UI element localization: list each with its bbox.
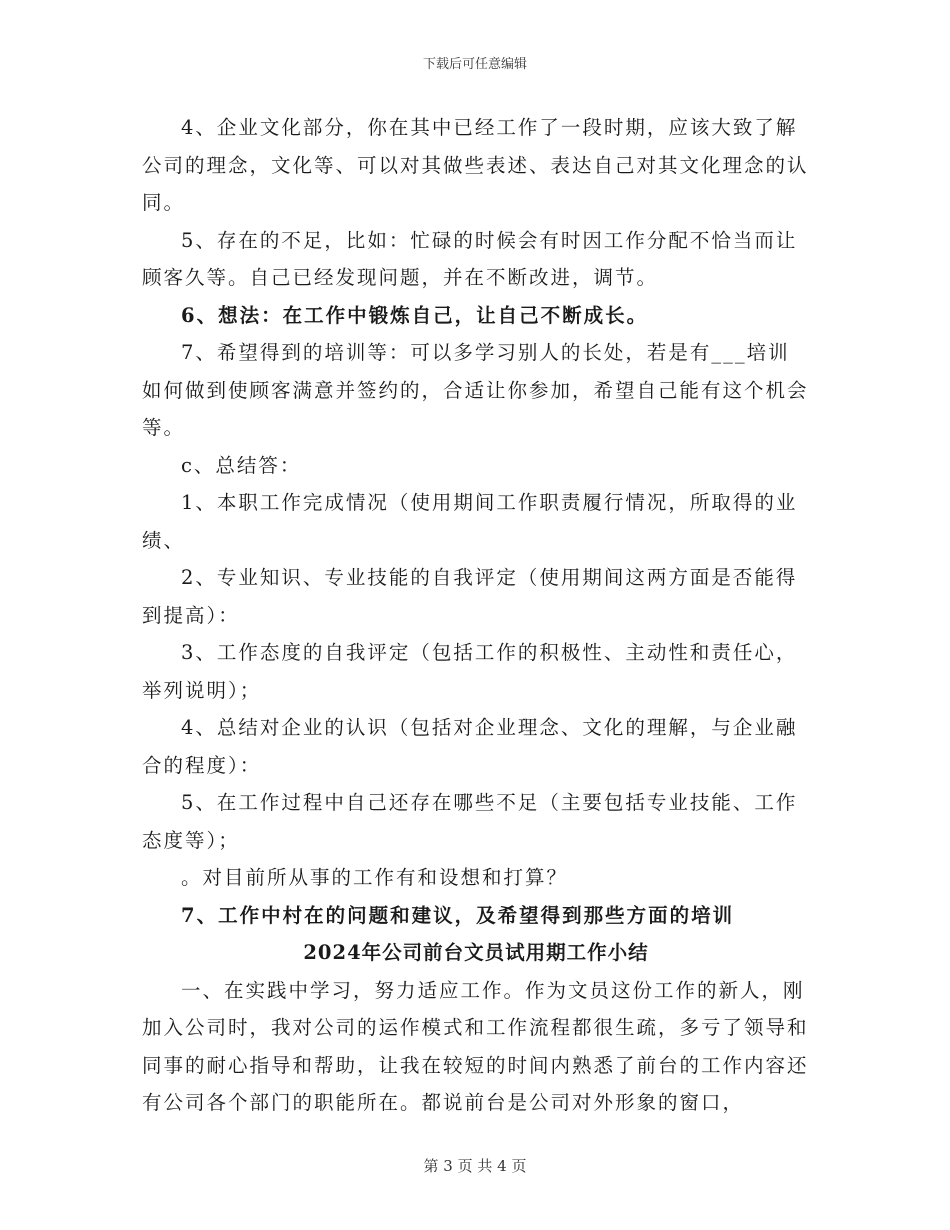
paragraph-summary-heading: c、总结答：	[181, 453, 302, 477]
paragraph-shortcomings: 5、存在的不足，比如：忙碌的时候会有时因工作分配不恰当而让顾客久等。自己已经发现问题，并在不断改进，调节。	[142, 228, 798, 289]
paragraph-ideas: 6、想法：在工作中锻炼自己，让自己不断成长。	[181, 303, 649, 327]
page-header: 下载后可任意编辑	[422, 57, 527, 72]
paragraph-attitude-evaluation: 3、工作态度的自我评定（包括工作的积极性、主动性和责任心，举列说明）；	[142, 641, 798, 702]
paragraph-enterprise-understanding: 4、总结对企业的认识（包括对企业理念、文化的理解，与企业融合的程度）：	[142, 716, 798, 777]
section-title: 2024年公司前台文员试用期工作小结	[303, 941, 649, 964]
document-body	[142, 109, 810, 1122]
page-footer: 第 3 页 共 4 页	[423, 1157, 527, 1175]
paragraph-problems-suggestions: 7、工作中村在的问题和建议，及希望得到那些方面的培训	[181, 903, 735, 927]
paragraph-remaining-shortcomings: 5、在工作过程中自己还存在哪些不足（主要包括专业技能、工作态度等）；	[142, 791, 798, 852]
paragraph-job-completion: 1、本职工作完成情况（使用期间工作职责履行情况，所取得的业绩、	[142, 491, 798, 552]
paragraph-skills-evaluation: 2、专业知识、专业技能的自我评定（使用期间这两方面是否能得到提高）：	[142, 566, 798, 627]
paragraph-enterprise-culture: 4、企业文化部分，你在其中已经工作了一段时期，应该大致了解公司的理念，文化等、可以对其做些表述、表达自己对其文化理念的认同。	[142, 116, 809, 214]
paragraph-future-plans: 。对目前所从事的工作有和设想和打算？	[181, 866, 569, 889]
paragraph-learning-in-practice: 一、在实践中学习，努力适应工作。作为文员这份工作的新人，刚加入公司时，我对公司的运作模式和工作流程都很生疏，多亏了领导和同事的耐心指导和帮助，让我在较短的时间内熟悉了前台的工作内容还有公司各个部门的职能所在。都说前台是公司对外形象的窗口，	[142, 978, 809, 1114]
paragraph-training-wish: 7、希望得到的培训等：可以多学习别人的长处，若是有___培训如何做到使顾客满意并签约的，合适让你参加，希望自己能有这个机会等。	[142, 341, 809, 439]
